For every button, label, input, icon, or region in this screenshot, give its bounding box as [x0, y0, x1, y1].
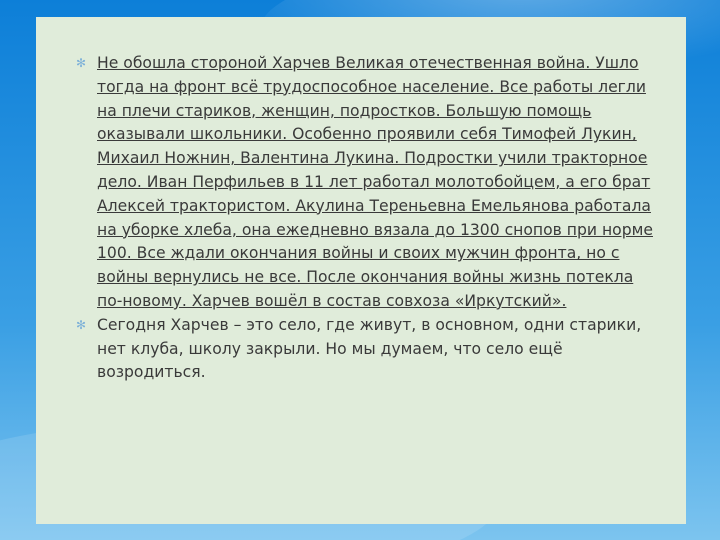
history-hyperlink-text[interactable]: Не обошла стороной Харчев Великая отечественная война. Ушло тогда на фронт всё трудоспособное население. Все работы легли на плечи стариков, женщин, подростков. Большую помощь оказывали школьники. Особенно проявили себя Тимофей Лукин, Михаил Ножнин, Валентина Лукина. Подростки учили тракторное дело. Иван Перфильев в 11 лет работал молотобойцем, а его брат Алексей трактористом. Акулина Тереньевна Емельянова работала на уборке хлеба, она ежедневно вязала до 1300 снопов при норме 100. Все ждали окончания войны и своих мужчин фронта, но с войны вернулись не все. После окончания войны жизнь потекла по-новому. Харчев вошёл в состав совхоза «Иркутский». [97, 54, 653, 310]
bullet-item-today [76, 314, 656, 385]
bullet-item-history[interactable] [76, 52, 656, 314]
asterisk-bullet-icon: ✻ [76, 56, 87, 70]
today-text: Сегодня Харчев – это село, где живут, в основном, одни старики, нет клуба, школу закрыли. Но мы думаем, что село ещё возродиться. [97, 315, 642, 382]
bullet-list [76, 52, 656, 385]
asterisk-bullet-icon: ✻ [76, 317, 87, 332]
